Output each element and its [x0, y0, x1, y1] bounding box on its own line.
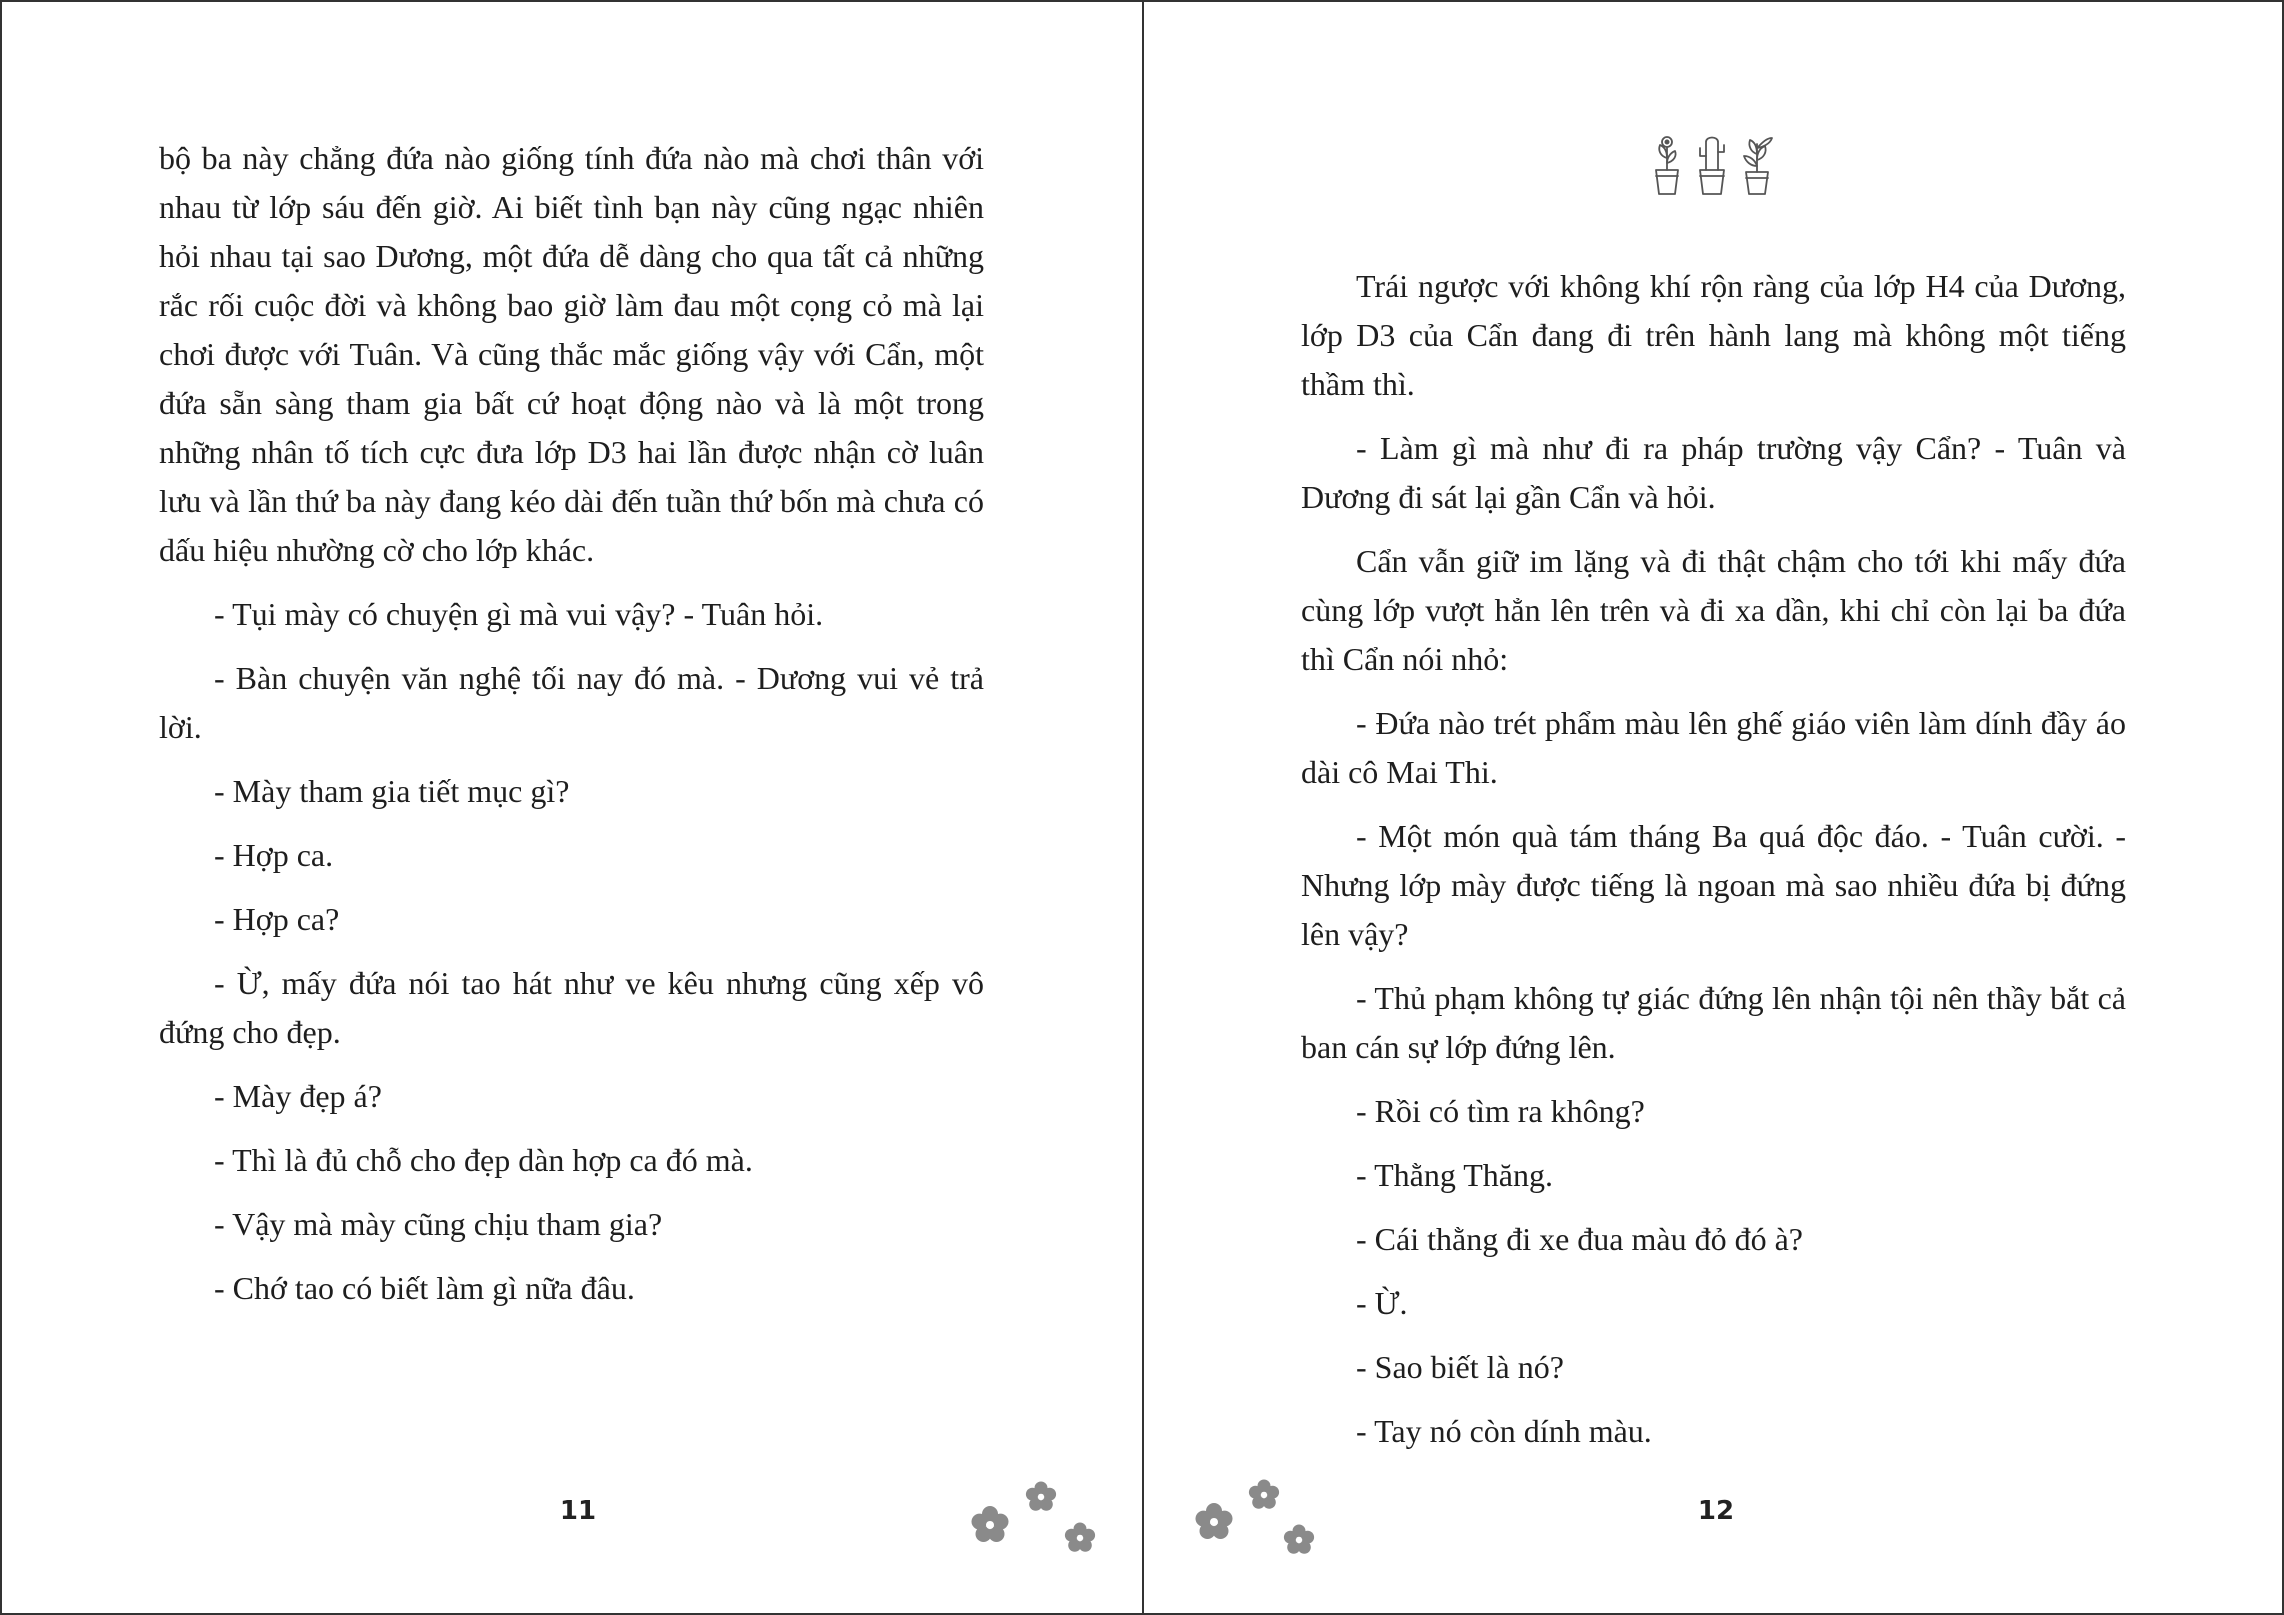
paragraph: - Cái thằng đi xe đua màu đỏ đó à? [1356, 1221, 1803, 1257]
paragraph: - Ừ, mấy đứa nói tao hát như ve kêu nhưng cũng xếp vô đứng cho đẹp. [159, 965, 984, 1050]
paragraph: - Một món quà tám tháng Ba quá độc đáo. - Tuân cười. - Nhưng lớp mày được tiếng là ngoan mà sao nhiều đứa bị đứng lên vậy? [1301, 818, 2126, 952]
paragraph: - Vậy mà mày cũng chịu tham gia? [214, 1206, 663, 1242]
right-page [1144, 2, 2284, 1613]
paragraph: - Chớ tao có biết làm gì nữa đâu. [214, 1270, 635, 1306]
paragraph: - Sao biết là nó? [1356, 1349, 1564, 1385]
paragraph: - Ừ. [1356, 1285, 1408, 1321]
paragraph: - Rồi có tìm ra không? [1356, 1093, 1645, 1129]
left-page [2, 2, 1142, 1613]
paragraph: - Làm gì mà như đi ra pháp trường vậy Cẩn? - Tuân và Dương đi sát lại gần Cẩn và hỏi. [1301, 430, 2126, 515]
paragraph: - Tay nó còn dính màu. [1356, 1413, 1652, 1449]
flower-cluster-icon [1189, 1467, 1339, 1577]
paragraph: Cẩn vẫn giữ im lặng và đi thật chậm cho tới khi mấy đứa cùng lớp vượt hẳn lên trên và đi xa dần, khi chỉ còn lại ba đứa thì Cẩn nói nhỏ: [1301, 543, 2126, 677]
paragraph: - Hợp ca? [214, 901, 340, 937]
paragraph: - Mày đẹp á? [214, 1078, 382, 1114]
flower-cluster-icon [962, 1467, 1112, 1577]
right-page-text [1301, 262, 2126, 1471]
paragraph: - Hợp ca. [214, 837, 334, 873]
paragraph: bộ ba này chẳng đứa nào giống tính đứa nào mà chơi thân với nhau từ lớp sáu đến giờ. Ai biết tình bạn này cũng ngạc nhiên hỏi nhau tại sao Dương, một đứa dễ dàng cho qua tất cả những rắc rối cuộc đời và không bao giờ làm đau một cọng cỏ mà lại chơi được với Tuân. Và cũng thắc mắc giống vậy với Cẩn, một đứa sẵn sàng tham gia bất cứ hoạt động nào và là một trong những nhân tố tích cực đưa lớp D3 hai lần được nhận cờ luân lưu và lần thứ ba này đang kéo dài đến tuần thứ bốn mà chưa có dấu hiệu nhường cờ cho lớp khác. [159, 140, 984, 568]
paragraph: - Đứa nào trét phẩm màu lên ghế giáo viên làm dính đầy áo dài cô Mai Thi. [1301, 705, 2126, 790]
paragraph: - Thủ phạm không tự giác đứng lên nhận tội nên thầy bắt cả ban cán sự lớp đứng lên. [1301, 980, 2126, 1065]
paragraph: - Bàn chuyện văn nghệ tối nay đó mà. - Dương vui vẻ trả lời. [159, 660, 984, 745]
paragraph: - Mày tham gia tiết mục gì? [214, 773, 570, 809]
paragraph: - Thằng Thăng. [1356, 1157, 1553, 1193]
paragraph: - Tụi mày có chuyện gì mà vui vậy? - Tuân hỏi. [214, 596, 824, 632]
left-page-text [159, 134, 984, 1328]
paragraph: Trái ngược với không khí rộn ràng của lớp H4 của Dương, lớp D3 của Cẩn đang đi trên hành lang mà không một tiếng thầm thì. [1301, 268, 2126, 402]
paragraph: - Thì là đủ chỗ cho đẹp dàn hợp ca đó mà. [214, 1142, 753, 1178]
page-number-left: 11 [559, 1496, 597, 1526]
page-number-right: 12 [1697, 1496, 1735, 1526]
potted-plants-icon [1648, 130, 1780, 198]
